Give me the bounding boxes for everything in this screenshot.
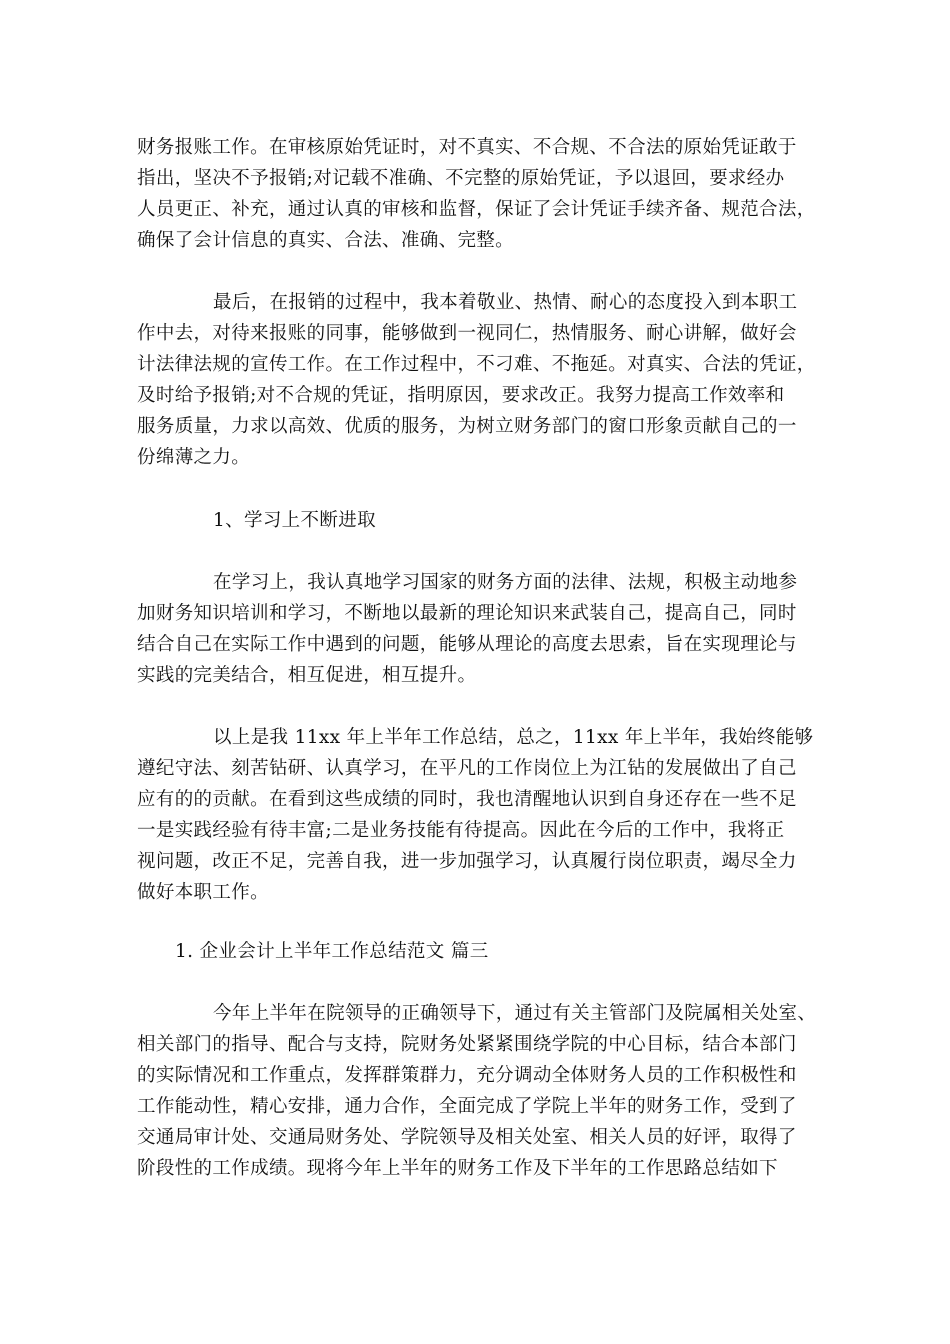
paragraph-first-half-overview bbox=[137, 998, 817, 1184]
paragraph-line: 应有的的贡献。在看到这些成绩的同时，我也清醒地认识到自身还存在一些不足 bbox=[137, 789, 797, 810]
paragraph-line: 交通局审计处、交通局财务处、学院领导及相关处室、相关人员的好评，取得了 bbox=[137, 1127, 797, 1148]
paragraph-service-attitude bbox=[137, 287, 817, 473]
paragraph-line: 财务报账工作。在审核原始凭证时，对不真实、不合规、不合法的原始凭证敢于 bbox=[137, 137, 797, 158]
paragraph-line: 指出，坚决不予报销;对记载不准确、不完整的原始凭证，予以退回，要求经办 bbox=[137, 168, 785, 189]
paragraph-line: 确保了会计信息的真实、合法、准确、完整。 bbox=[137, 230, 515, 251]
paragraph-summary bbox=[137, 722, 817, 908]
paragraph-line: 人员更正、补充，通过认真的审核和监督，保证了会计凭证手续齐备、规范合法， bbox=[137, 199, 816, 220]
section-heading-part-three: 1. 企业会计上半年工作总结范文 篇三 bbox=[175, 941, 489, 962]
paragraph-line: 相关部门的指导、配合与支持，院财务处紧紧围绕学院的中心目标，结合本部门 bbox=[137, 1034, 797, 1055]
paragraph-line: 作中去，对待来报账的同事，能够做到一视同仁，热情服务、耐心讲解，做好会 bbox=[137, 323, 797, 344]
section-heading-learning: 1、学习上不断进取 bbox=[213, 510, 376, 531]
paragraph-line: 加财务知识培训和学习，不断地以最新的理论知识来武装自己，提高自己，同时 bbox=[137, 603, 797, 624]
paragraph-line: 遵纪守法、刻苦钻研、认真学习，在平凡的工作岗位上为江钻的发展做出了自己 bbox=[137, 758, 797, 779]
paragraph-learning bbox=[137, 567, 817, 691]
paragraph-report-review bbox=[137, 132, 817, 256]
paragraph-line: 今年上半年在院领导的正确领导下，通过有关主管部门及院属相关处室、 bbox=[213, 1003, 817, 1024]
paragraph-line: 及时给予报销;对不合规的凭证，指明原因，要求改正。我努力提高工作效率和 bbox=[137, 385, 785, 406]
paragraph-line: 份绵薄之力。 bbox=[137, 447, 251, 468]
paragraph-line: 结合自己在实际工作中遇到的问题，能够从理论的高度去思索，旨在实现理论与 bbox=[137, 634, 797, 655]
paragraph-line: 计法律法规的宣传工作。在工作过程中，不刁难、不拖延。对真实、合法的凭证， bbox=[137, 354, 816, 375]
paragraph-line: 的实际情况和工作重点，发挥群策群力，充分调动全体财务人员的工作积极性和 bbox=[137, 1065, 797, 1086]
paragraph-line: 视问题，改正不足，完善自我，进一步加强学习，认真履行岗位职责，竭尽全力 bbox=[137, 851, 797, 872]
paragraph-line: 以上是我 11xx 年上半年工作总结，总之，11xx 年上半年，我始终能够 bbox=[213, 727, 814, 748]
paragraph-line: 在学习上，我认真地学习国家的财务方面的法律、法规，积极主动地参 bbox=[213, 572, 798, 593]
paragraph-line: 服务质量，力求以高效、优质的服务，为树立财务部门的窗口形象贡献自己的一 bbox=[137, 416, 797, 437]
paragraph-line: 做好本职工作。 bbox=[137, 882, 269, 903]
paragraph-line: 工作能动性，精心安排，通力合作，全面完成了学院上半年的财务工作，受到了 bbox=[137, 1096, 797, 1117]
paragraph-line: 最后，在报销的过程中，我本着敬业、热情、耐心的态度投入到本职工 bbox=[213, 292, 798, 313]
paragraph-line: 阶段性的工作成绩。现将今年上半年的财务工作及下半年的工作思路总结如下 bbox=[137, 1158, 778, 1179]
paragraph-line: 一是实践经验有待丰富;二是业务技能有待提高。因此在今后的工作中，我将正 bbox=[137, 820, 785, 841]
paragraph-line: 实践的完美结合，相互促进，相互提升。 bbox=[137, 665, 477, 686]
